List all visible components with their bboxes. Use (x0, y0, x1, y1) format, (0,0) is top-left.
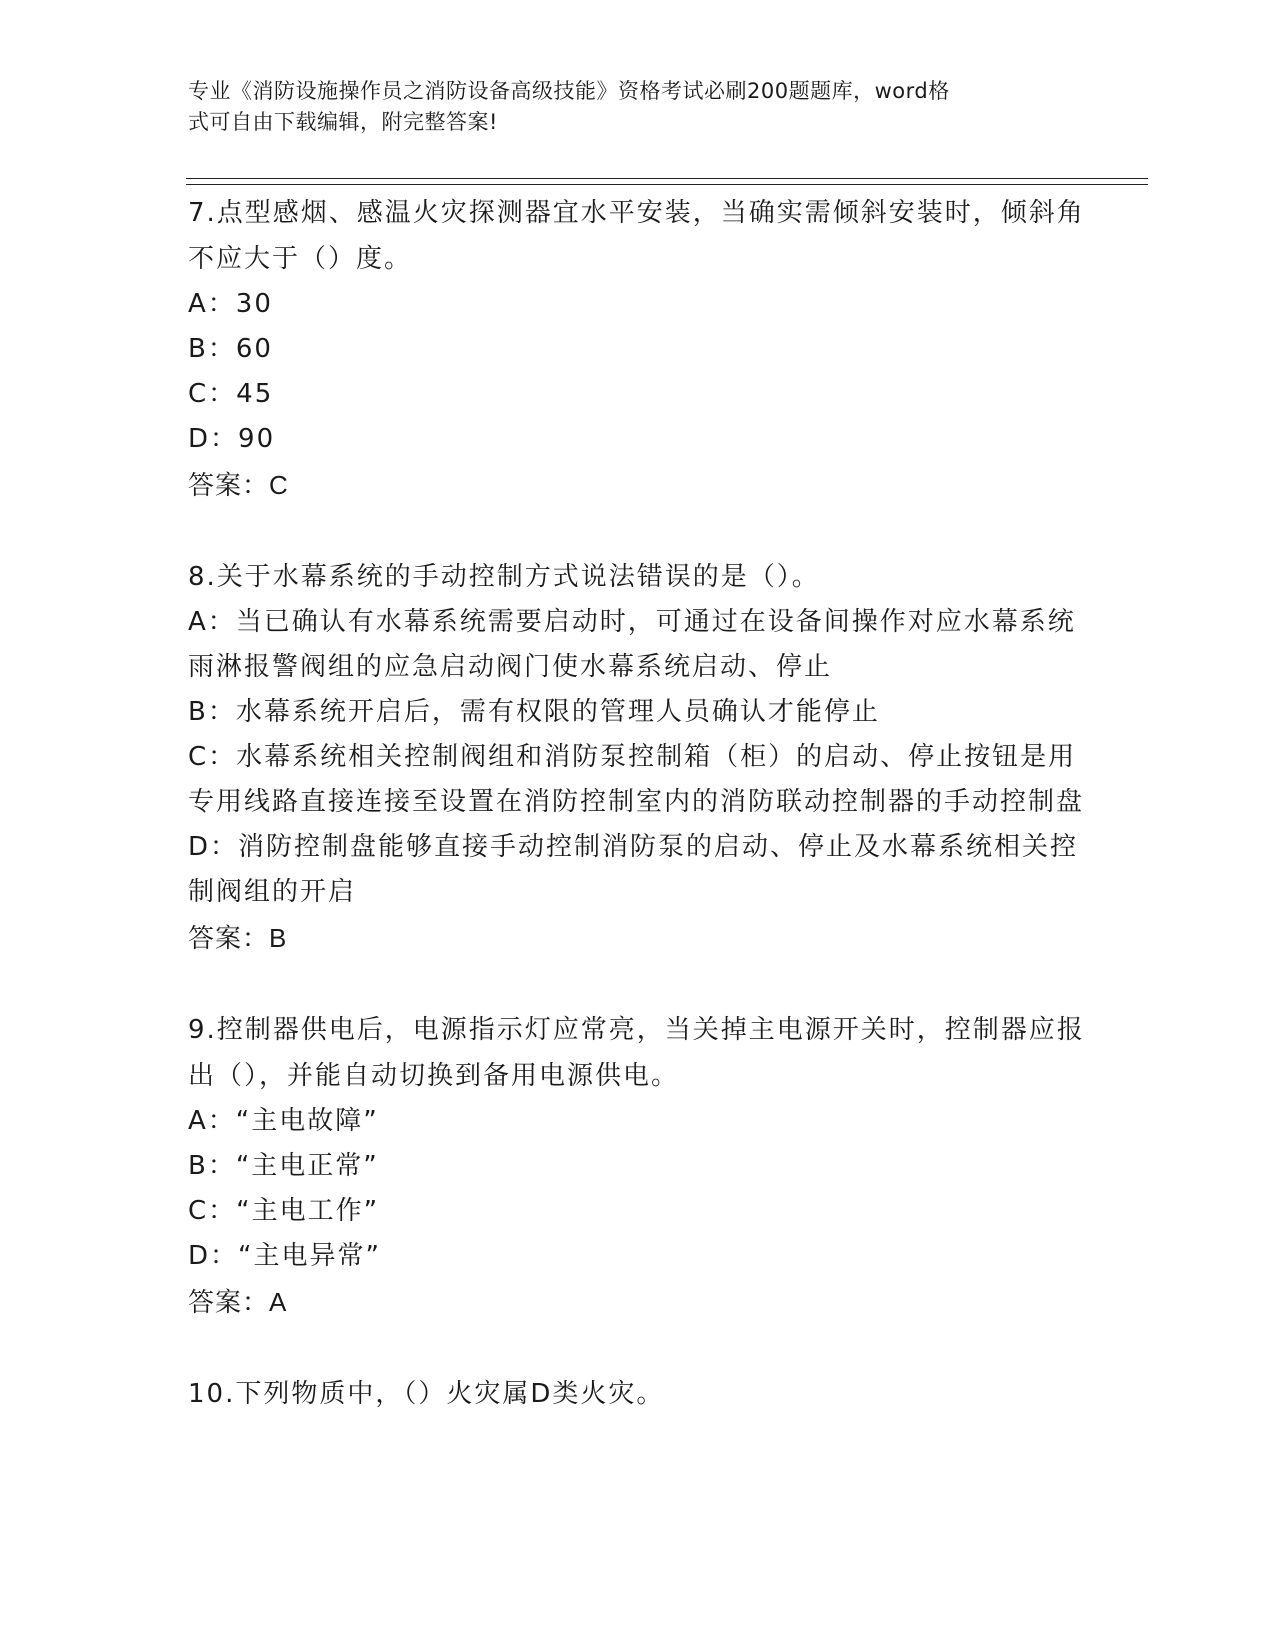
question-text: 7.点型感烟、感温火灾探测器宜水平安装，当确实需倾斜安装时，倾斜角不应大于（）度。 (188, 198, 1085, 274)
question-8 (188, 554, 1088, 961)
answer: 答案：B (188, 923, 288, 953)
question-9 (188, 1007, 1088, 1325)
option-d: D：消防控制盘能够直接手动控制消防泵的启动、停止及水幕系统相关控制阀组的开启 (188, 832, 1079, 907)
header-line-2: 式可自由下载编辑，附完整答案! (188, 110, 498, 134)
option-a: A：30 (188, 289, 273, 319)
option-b: B：60 (188, 334, 273, 364)
option-c: C：45 (188, 379, 274, 409)
option-d: D：“主电异常” (188, 1241, 381, 1271)
question-10 (188, 1371, 1088, 1417)
answer: 答案：A (188, 1287, 288, 1317)
document-header (188, 76, 1068, 138)
option-a: A：“主电故障” (188, 1106, 379, 1136)
answer: 答案：C (188, 470, 289, 500)
header-divider-bottom (186, 184, 1148, 185)
question-text: 10.下列物质中，（）火灾属D类火灾。 (188, 1379, 665, 1409)
option-a: A：当已确认有水幕系统需要启动时，可通过在设备间操作对应水幕系统雨淋报警阀组的应急启动阀门使水幕系统启动、停止 (188, 607, 1076, 682)
option-b: B：水幕系统开启后，需有权限的管理人员确认才能停止 (188, 697, 880, 727)
option-b: B：“主电正常” (188, 1151, 379, 1181)
header-line-1: 专业《消防设施操作员之消防设备高级技能》资格考试必刷200题题库，word格 (188, 79, 950, 103)
option-d: D：90 (188, 424, 276, 454)
question-text: 9.控制器供电后，电源指示灯应常亮，当关掉主电源开关时，控制器应报出（），并能自动切换到备用电源供电。 (188, 1015, 1085, 1091)
question-text: 8.关于水幕系统的手动控制方式说法错误的是（）。 (188, 562, 820, 592)
question-7 (188, 190, 1088, 508)
option-c: C：水幕系统相关控制阀组和消防泵控制箱（柜）的启动、停止按钮是用专用线路直接连接至设置在消防控制室内的消防联动控制器的手动控制盘 (188, 742, 1085, 817)
option-c: C：“主电工作” (188, 1196, 380, 1226)
header-divider-top (186, 178, 1148, 179)
question-list (188, 190, 1088, 1417)
